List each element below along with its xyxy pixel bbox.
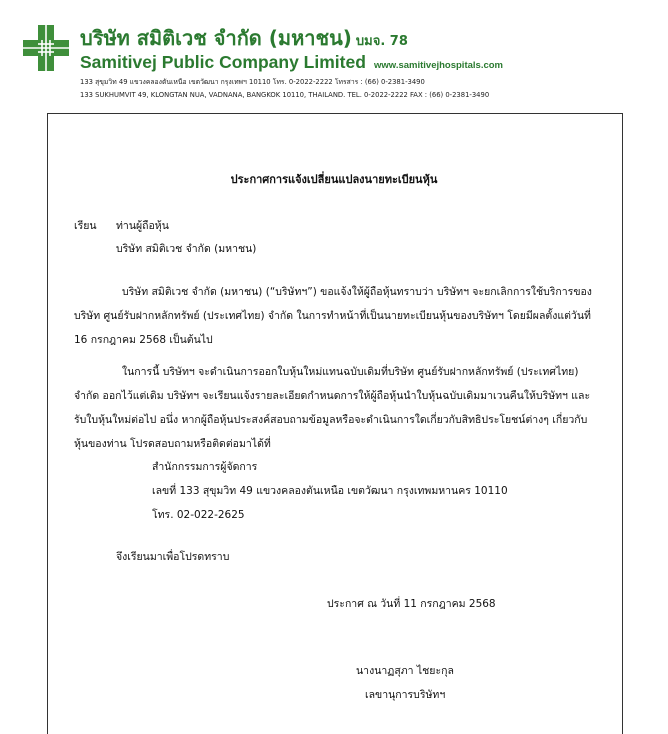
- company-name-th-text: บริษัท สมิติเวช จำกัด (มหาชน): [80, 26, 352, 50]
- paragraph-1-line: บริษัท ศูนย์รับฝากหลักทรัพย์ (ประเทศไทย) จำกัด ในการทำหน้าที่เป็นนายทะเบียนหุ้นของบริษัทฯ โดยมีผลตั้งแต่วันที่: [74, 310, 591, 322]
- contact-address: เลขที่ 133 สุขุมวิท 49 แขวงคลองตันเหนือ เขตวัฒนา กรุงเทพมหานคร 10110: [152, 485, 508, 497]
- company-name-en-row: [80, 52, 503, 76]
- company-name-en: Samitivej Public Company Limited: [80, 52, 366, 72]
- samitivej-cross-logo: [21, 23, 71, 73]
- contact-office: สำนักกรรมการผู้จัดการ: [152, 461, 258, 473]
- announcement-title: ประกาศการแจ้งเปลี่ยนแปลงนายทะเบียนหุ้น: [230, 173, 438, 186]
- address-th: 133 สุขุมวิท 49 แขวงคลองตันเหนือ เขตวัฒนา กรุงเทพฯ 10110 โทร. 0-2022-2222 โทรสาร : (66) 0-2381-3490: [80, 78, 425, 86]
- paragraph-2-line: รับใบหุ้นใหม่ต่อไป อนึ่ง หากผู้ถือหุ้นประสงค์สอบถามข้อมูลหรือจะดำเนินการใดเกี่ยวกับสิทธิประโยชน์ต่างๆ เกี่ยวกับ: [74, 414, 588, 426]
- paragraph-2-line: ในการนี้ บริษัทฯ จะดำเนินการออกใบหุ้นใหม่แทนฉบับเดิมที่บริษัท ศูนย์รับฝากหลักทรัพย์ (ประเทศไทย): [122, 366, 579, 378]
- paragraph-2-line: หุ้นของท่าน โปรดสอบถามหรือติดต่อมาได้ที่: [74, 438, 271, 450]
- announcement-date: ประกาศ ณ วันที่ 11 กรกฎาคม 2568: [327, 598, 496, 610]
- paragraph-1-line: บริษัท สมิติเวช จำกัด (มหาชน) (“บริษัทฯ”) ขอแจ้งให้ผู้ถือหุ้นทราบว่า บริษัทฯ จะยกเลิกการใช้บริการของ: [122, 286, 592, 298]
- closing-line: จึงเรียนมาเพื่อโปรดทราบ: [116, 551, 230, 563]
- signer-name: นางนาฏสุภา ไชยะกุล: [356, 665, 454, 677]
- paragraph-1: [74, 280, 599, 352]
- paragraph-1-line: 16 กรกฎาคม 2568 เป็นต้นไป: [74, 334, 213, 346]
- website-link[interactable]: www.samitivejhospitals.com: [374, 60, 503, 71]
- salutation-label: เรียน: [74, 220, 97, 232]
- registration-number: บมจ. 78: [355, 34, 408, 49]
- signer-title: เลขานุการบริษัทฯ: [365, 689, 446, 701]
- paragraph-2-line: จำกัด ออกไว้แต่เดิม บริษัทฯ จะเรียนแจ้งรายละเอียดกำหนดการให้ผู้ถือหุ้นนำใบหุ้นฉบับเดิมมาเวนคืนให้บริษัทฯ และ: [74, 390, 591, 402]
- salutation-company: บริษัท สมิติเวช จำกัด (มหาชน): [116, 243, 257, 255]
- salutation-recipient: ท่านผู้ถือหุ้น: [116, 220, 169, 232]
- paragraph-2: [74, 360, 599, 456]
- company-name-th: [80, 26, 408, 54]
- address-en: 133 SUKHUMVIT 49, KLONGTAN NUA, VADNANA, BANGKOK 10110, THAILAND. TEL. 0-2022-2222 FAX : (66) 0-2381-3490: [80, 91, 490, 99]
- contact-phone: โทร. 02-022-2625: [152, 509, 245, 521]
